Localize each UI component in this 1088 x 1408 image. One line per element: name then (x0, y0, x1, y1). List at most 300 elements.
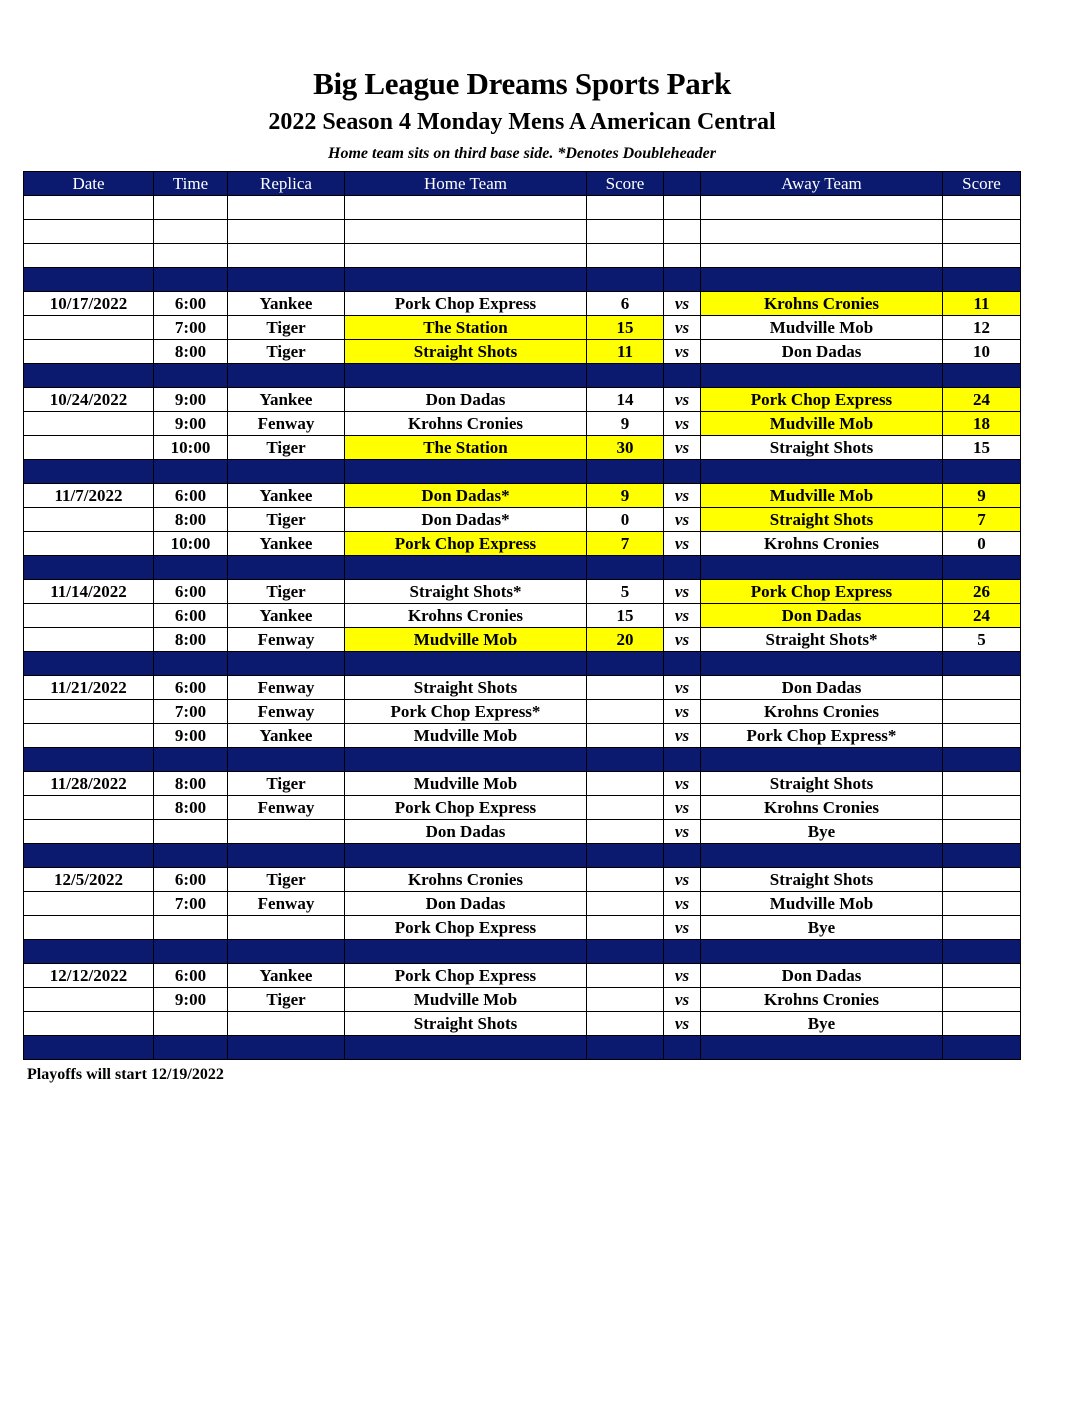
date-cell: 10/24/2022 (24, 388, 154, 412)
date-cell (24, 724, 154, 748)
vs-cell: vs (664, 772, 701, 796)
away-score-cell: 9 (943, 484, 1021, 508)
separator-cell (345, 556, 587, 580)
away-score-cell (943, 892, 1021, 916)
vs-cell: vs (664, 388, 701, 412)
away-team-cell: Bye (701, 1012, 943, 1036)
replica-cell: Tiger (228, 868, 345, 892)
vs-cell: vs (664, 820, 701, 844)
time-cell: 7:00 (154, 892, 228, 916)
home-team-cell: Don Dadas* (345, 508, 587, 532)
away-score-cell: 11 (943, 292, 1021, 316)
game-row (24, 436, 1021, 460)
separator-cell (154, 1036, 228, 1060)
time-cell (154, 916, 228, 940)
away-score-cell (943, 916, 1021, 940)
separator-cell (345, 940, 587, 964)
date-cell: 11/7/2022 (24, 484, 154, 508)
separator-cell (24, 364, 154, 388)
col-header-away-score: Score (943, 172, 1021, 196)
home-score-cell (587, 964, 664, 988)
separator-cell (701, 652, 943, 676)
away-score-cell: 7 (943, 508, 1021, 532)
replica-cell (228, 820, 345, 844)
empty-cell (943, 196, 1021, 220)
time-cell: 6:00 (154, 580, 228, 604)
home-team-cell: Straight Shots (345, 676, 587, 700)
game-row (24, 1012, 1021, 1036)
col-header-vs (664, 172, 701, 196)
separator-cell (943, 556, 1021, 580)
replica-cell: Tiger (228, 772, 345, 796)
vs-cell: vs (664, 916, 701, 940)
date-cell: 10/17/2022 (24, 292, 154, 316)
game-row (24, 772, 1021, 796)
replica-cell: Yankee (228, 292, 345, 316)
empty-cell (24, 220, 154, 244)
replica-cell: Fenway (228, 796, 345, 820)
separator-cell (345, 364, 587, 388)
time-cell (154, 1012, 228, 1036)
empty-cell (345, 196, 587, 220)
empty-cell (587, 196, 664, 220)
separator-cell (664, 748, 701, 772)
home-score-cell (587, 988, 664, 1012)
time-cell: 9:00 (154, 724, 228, 748)
home-team-cell: Don Dadas* (345, 484, 587, 508)
time-cell: 8:00 (154, 628, 228, 652)
home-team-cell: Straight Shots (345, 340, 587, 364)
home-score-cell (587, 916, 664, 940)
game-row (24, 868, 1021, 892)
separator-cell (154, 364, 228, 388)
separator-cell (345, 460, 587, 484)
separator-cell (154, 652, 228, 676)
game-row (24, 892, 1021, 916)
vs-cell: vs (664, 316, 701, 340)
separator-cell (228, 940, 345, 964)
separator-cell (587, 652, 664, 676)
time-cell: 8:00 (154, 340, 228, 364)
away-score-cell (943, 964, 1021, 988)
separator-cell (701, 556, 943, 580)
empty-cell (228, 220, 345, 244)
away-score-cell: 12 (943, 316, 1021, 340)
separator-cell (228, 364, 345, 388)
separator-cell (228, 1036, 345, 1060)
vs-cell: vs (664, 340, 701, 364)
empty-cell (664, 244, 701, 268)
home-team-cell: Pork Chop Express (345, 796, 587, 820)
replica-cell (228, 916, 345, 940)
empty-cell (154, 220, 228, 244)
separator-cell (24, 1036, 154, 1060)
separator-cell (587, 364, 664, 388)
game-row (24, 676, 1021, 700)
separator-cell (24, 652, 154, 676)
away-team-cell: Don Dadas (701, 604, 943, 628)
home-team-cell: Pork Chop Express (345, 964, 587, 988)
empty-row (24, 196, 1021, 220)
away-team-cell: Bye (701, 820, 943, 844)
separator-cell (943, 940, 1021, 964)
col-header-home-team: Home Team (345, 172, 587, 196)
home-team-cell: Mudville Mob (345, 772, 587, 796)
game-row (24, 532, 1021, 556)
vs-cell: vs (664, 532, 701, 556)
game-row (24, 316, 1021, 340)
home-team-cell: Mudville Mob (345, 724, 587, 748)
home-team-cell: The Station (345, 436, 587, 460)
time-cell: 7:00 (154, 700, 228, 724)
home-team-cell: Pork Chop Express (345, 292, 587, 316)
empty-cell (587, 244, 664, 268)
separator-cell (943, 268, 1021, 292)
vs-cell: vs (664, 412, 701, 436)
separator-cell (664, 556, 701, 580)
time-cell: 6:00 (154, 292, 228, 316)
game-row (24, 388, 1021, 412)
away-score-cell: 26 (943, 580, 1021, 604)
separator-cell (154, 556, 228, 580)
home-score-cell: 9 (587, 412, 664, 436)
separator-cell (943, 844, 1021, 868)
separator-row (24, 652, 1021, 676)
replica-cell: Fenway (228, 892, 345, 916)
date-cell (24, 340, 154, 364)
away-team-cell: Mudville Mob (701, 412, 943, 436)
date-cell (24, 700, 154, 724)
date-cell (24, 916, 154, 940)
game-row (24, 484, 1021, 508)
away-score-cell (943, 820, 1021, 844)
date-cell (24, 628, 154, 652)
vs-cell: vs (664, 604, 701, 628)
away-score-cell: 0 (943, 532, 1021, 556)
separator-cell (587, 940, 664, 964)
col-header-replica: Replica (228, 172, 345, 196)
separator-cell (664, 364, 701, 388)
game-row (24, 964, 1021, 988)
separator-row (24, 748, 1021, 772)
vs-cell: vs (664, 580, 701, 604)
empty-row (24, 220, 1021, 244)
vs-cell: vs (664, 1012, 701, 1036)
empty-cell (154, 244, 228, 268)
time-cell (154, 820, 228, 844)
away-score-cell: 10 (943, 340, 1021, 364)
time-cell: 8:00 (154, 508, 228, 532)
game-row (24, 988, 1021, 1012)
page-title: Big League Dreams Sports Park (313, 66, 731, 101)
empty-cell (701, 244, 943, 268)
date-cell (24, 988, 154, 1012)
empty-cell (154, 196, 228, 220)
replica-cell: Fenway (228, 628, 345, 652)
game-row (24, 628, 1021, 652)
away-team-cell: Don Dadas (701, 676, 943, 700)
away-team-cell: Pork Chop Express* (701, 724, 943, 748)
home-score-cell: 7 (587, 532, 664, 556)
separator-cell (228, 268, 345, 292)
away-team-cell: Mudville Mob (701, 316, 943, 340)
home-team-cell: Krohns Cronies (345, 412, 587, 436)
header-row (24, 172, 1021, 196)
vs-cell: vs (664, 436, 701, 460)
replica-cell: Tiger (228, 340, 345, 364)
separator-cell (154, 940, 228, 964)
home-score-cell: 11 (587, 340, 664, 364)
home-team-cell: Don Dadas (345, 820, 587, 844)
vs-cell: vs (664, 700, 701, 724)
game-row (24, 340, 1021, 364)
away-team-cell: Pork Chop Express (701, 580, 943, 604)
separator-cell (701, 268, 943, 292)
empty-cell (228, 244, 345, 268)
away-score-cell: 18 (943, 412, 1021, 436)
home-score-cell: 15 (587, 316, 664, 340)
separator-cell (943, 652, 1021, 676)
home-score-cell (587, 772, 664, 796)
separator-cell (24, 556, 154, 580)
away-team-cell: Krohns Cronies (701, 292, 943, 316)
col-header-time: Time (154, 172, 228, 196)
replica-cell (228, 1012, 345, 1036)
time-cell: 8:00 (154, 796, 228, 820)
separator-cell (664, 940, 701, 964)
separator-row (24, 556, 1021, 580)
home-score-cell (587, 700, 664, 724)
home-score-cell (587, 892, 664, 916)
home-score-cell: 9 (587, 484, 664, 508)
home-score-cell: 14 (587, 388, 664, 412)
col-header-date: Date (24, 172, 154, 196)
separator-cell (664, 268, 701, 292)
separator-row (24, 1036, 1021, 1060)
replica-cell: Yankee (228, 724, 345, 748)
away-score-cell (943, 868, 1021, 892)
away-score-cell (943, 796, 1021, 820)
away-score-cell: 15 (943, 436, 1021, 460)
vs-cell: vs (664, 868, 701, 892)
date-cell (24, 604, 154, 628)
date-cell (24, 820, 154, 844)
vs-cell: vs (664, 628, 701, 652)
replica-cell: Fenway (228, 676, 345, 700)
separator-cell (701, 844, 943, 868)
home-team-cell: Straight Shots* (345, 580, 587, 604)
separator-cell (701, 364, 943, 388)
away-team-cell: Krohns Cronies (701, 700, 943, 724)
separator-cell (228, 556, 345, 580)
empty-cell (587, 220, 664, 244)
separator-cell (664, 652, 701, 676)
playoffs-note: Playoffs will start 12/19/2022 (27, 1066, 224, 1083)
separator-row (24, 268, 1021, 292)
replica-cell: Tiger (228, 316, 345, 340)
game-row (24, 724, 1021, 748)
separator-cell (587, 844, 664, 868)
separator-cell (701, 460, 943, 484)
separator-cell (24, 460, 154, 484)
separator-cell (943, 1036, 1021, 1060)
time-cell: 10:00 (154, 436, 228, 460)
separator-cell (228, 652, 345, 676)
date-cell: 12/5/2022 (24, 868, 154, 892)
home-score-cell (587, 724, 664, 748)
away-team-cell: Bye (701, 916, 943, 940)
date-cell: 11/21/2022 (24, 676, 154, 700)
home-score-cell (587, 796, 664, 820)
separator-cell (228, 748, 345, 772)
away-team-cell: Straight Shots (701, 508, 943, 532)
away-team-cell: Don Dadas (701, 964, 943, 988)
home-score-cell (587, 676, 664, 700)
page-subtitle: 2022 Season 4 Monday Mens A American Central (268, 109, 776, 135)
game-row (24, 604, 1021, 628)
replica-cell: Tiger (228, 508, 345, 532)
separator-cell (943, 460, 1021, 484)
vs-cell: vs (664, 508, 701, 532)
empty-cell (664, 196, 701, 220)
home-team-cell: Krohns Cronies (345, 868, 587, 892)
separator-cell (228, 844, 345, 868)
date-cell (24, 532, 154, 556)
replica-cell: Fenway (228, 700, 345, 724)
away-team-cell: Mudville Mob (701, 892, 943, 916)
date-cell (24, 412, 154, 436)
away-team-cell: Straight Shots (701, 868, 943, 892)
home-team-cell: Krohns Cronies (345, 604, 587, 628)
away-score-cell: 24 (943, 604, 1021, 628)
home-score-cell: 15 (587, 604, 664, 628)
home-score-cell: 30 (587, 436, 664, 460)
replica-cell: Yankee (228, 604, 345, 628)
time-cell: 6:00 (154, 964, 228, 988)
col-header-away-team: Away Team (701, 172, 943, 196)
schedule-table (23, 171, 1021, 1060)
away-team-cell: Krohns Cronies (701, 988, 943, 1012)
empty-cell (701, 220, 943, 244)
separator-cell (345, 652, 587, 676)
home-score-cell (587, 1012, 664, 1036)
vs-cell: vs (664, 484, 701, 508)
time-cell: 9:00 (154, 412, 228, 436)
separator-cell (345, 844, 587, 868)
game-row (24, 412, 1021, 436)
vs-cell: vs (664, 292, 701, 316)
date-cell (24, 1012, 154, 1036)
time-cell: 8:00 (154, 772, 228, 796)
date-cell (24, 436, 154, 460)
separator-cell (154, 268, 228, 292)
replica-cell: Tiger (228, 436, 345, 460)
empty-cell (664, 220, 701, 244)
away-score-cell: 5 (943, 628, 1021, 652)
away-team-cell: Pork Chop Express (701, 388, 943, 412)
away-score-cell (943, 700, 1021, 724)
separator-row (24, 460, 1021, 484)
separator-cell (154, 844, 228, 868)
col-header-home-score: Score (587, 172, 664, 196)
time-cell: 6:00 (154, 676, 228, 700)
game-row (24, 580, 1021, 604)
separator-cell (24, 844, 154, 868)
away-score-cell (943, 772, 1021, 796)
empty-cell (701, 196, 943, 220)
vs-cell: vs (664, 988, 701, 1012)
time-cell: 9:00 (154, 988, 228, 1012)
home-team-cell: Don Dadas (345, 892, 587, 916)
game-row (24, 820, 1021, 844)
schedule-note: Home team sits on third base side. *Denotes Doubleheader (328, 145, 716, 162)
separator-cell (345, 748, 587, 772)
date-cell: 12/12/2022 (24, 964, 154, 988)
away-score-cell: 24 (943, 388, 1021, 412)
schedule-body (24, 196, 1021, 1060)
away-team-cell: Krohns Cronies (701, 532, 943, 556)
away-score-cell (943, 724, 1021, 748)
home-team-cell: The Station (345, 316, 587, 340)
replica-cell: Fenway (228, 412, 345, 436)
separator-cell (664, 1036, 701, 1060)
home-score-cell: 6 (587, 292, 664, 316)
away-team-cell: Krohns Cronies (701, 796, 943, 820)
away-score-cell (943, 988, 1021, 1012)
empty-cell (345, 220, 587, 244)
separator-row (24, 364, 1021, 388)
replica-cell: Yankee (228, 484, 345, 508)
away-team-cell: Don Dadas (701, 340, 943, 364)
empty-cell (345, 244, 587, 268)
separator-cell (587, 268, 664, 292)
home-team-cell: Mudville Mob (345, 988, 587, 1012)
replica-cell: Tiger (228, 580, 345, 604)
date-cell: 11/28/2022 (24, 772, 154, 796)
empty-cell (228, 196, 345, 220)
replica-cell: Yankee (228, 532, 345, 556)
game-row (24, 916, 1021, 940)
separator-cell (587, 748, 664, 772)
separator-cell (701, 748, 943, 772)
home-team-cell: Pork Chop Express (345, 916, 587, 940)
home-team-cell: Pork Chop Express* (345, 700, 587, 724)
away-team-cell: Straight Shots (701, 436, 943, 460)
replica-cell: Tiger (228, 988, 345, 1012)
date-cell: 11/14/2022 (24, 580, 154, 604)
home-score-cell: 20 (587, 628, 664, 652)
separator-cell (664, 844, 701, 868)
empty-cell (24, 196, 154, 220)
empty-cell (943, 244, 1021, 268)
date-cell (24, 316, 154, 340)
home-team-cell: Mudville Mob (345, 628, 587, 652)
time-cell: 10:00 (154, 532, 228, 556)
home-team-cell: Straight Shots (345, 1012, 587, 1036)
away-score-cell (943, 676, 1021, 700)
separator-row (24, 940, 1021, 964)
home-score-cell (587, 820, 664, 844)
game-row (24, 700, 1021, 724)
empty-row (24, 244, 1021, 268)
game-row (24, 796, 1021, 820)
replica-cell: Yankee (228, 964, 345, 988)
home-score-cell (587, 868, 664, 892)
separator-row (24, 844, 1021, 868)
time-cell: 6:00 (154, 604, 228, 628)
vs-cell: vs (664, 676, 701, 700)
away-team-cell: Straight Shots* (701, 628, 943, 652)
